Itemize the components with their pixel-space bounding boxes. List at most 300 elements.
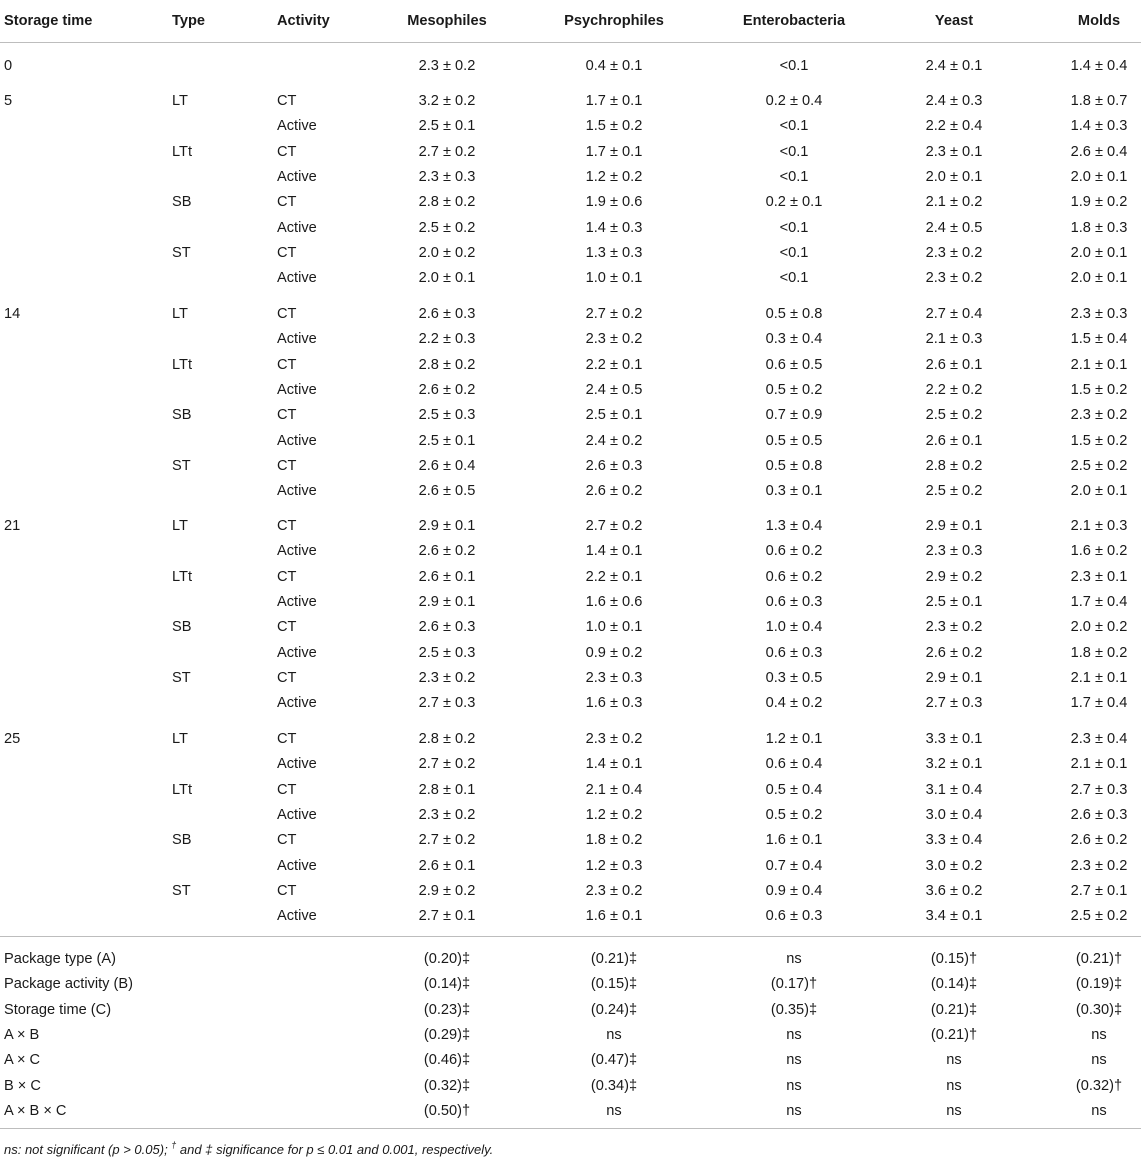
lsd-cell: ns bbox=[946, 1103, 962, 1119]
type-cell: LT bbox=[172, 93, 188, 109]
table-row bbox=[0, 57, 1143, 75]
table-row bbox=[0, 305, 1143, 323]
activity-cell: CT bbox=[277, 93, 297, 109]
activity-cell: Active bbox=[277, 807, 317, 823]
storage-time-cell: 5 bbox=[4, 93, 13, 109]
table-row bbox=[0, 907, 1143, 925]
activity-cell: Active bbox=[277, 483, 317, 499]
table-row bbox=[0, 781, 1143, 799]
value-cell: 2.6 ± 0.5 bbox=[418, 483, 476, 499]
value-cell: 2.7 ± 0.3 bbox=[1070, 782, 1128, 798]
table-row bbox=[0, 244, 1143, 262]
lsd-cell: (0.50)† bbox=[423, 1103, 471, 1119]
lsd-cell: (0.46)‡ bbox=[423, 1052, 471, 1068]
lsd-cell: (0.32)‡ bbox=[423, 1078, 471, 1094]
value-cell: 1.7 ± 0.4 bbox=[1070, 695, 1128, 711]
value-cell: 2.1 ± 0.1 bbox=[1070, 670, 1128, 686]
value-cell: 2.7 ± 0.3 bbox=[925, 695, 983, 711]
lsd-cell: (0.21)‡ bbox=[590, 951, 638, 967]
value-cell: 1.5 ± 0.2 bbox=[585, 118, 643, 134]
value-cell: 1.6 ± 0.1 bbox=[585, 908, 643, 924]
value-cell: 1.6 ± 0.1 bbox=[765, 832, 823, 848]
value-cell: 2.9 ± 0.2 bbox=[418, 883, 476, 899]
activity-cell: CT bbox=[277, 518, 297, 534]
table-row bbox=[0, 730, 1143, 748]
value-cell: 2.6 ± 0.4 bbox=[1070, 144, 1128, 160]
value-cell: 2.5 ± 0.1 bbox=[585, 407, 643, 423]
table-row bbox=[0, 356, 1143, 374]
value-cell: 2.5 ± 0.2 bbox=[1070, 458, 1128, 474]
storage-time-cell: 25 bbox=[4, 731, 21, 747]
activity-cell: Active bbox=[277, 270, 317, 286]
lsd-cell: (0.14)‡ bbox=[423, 976, 471, 992]
value-cell: 2.5 ± 0.3 bbox=[418, 407, 476, 423]
activity-cell: Active bbox=[277, 695, 317, 711]
value-cell: 2.5 ± 0.2 bbox=[925, 407, 983, 423]
value-cell: 1.7 ± 0.4 bbox=[1070, 594, 1128, 610]
activity-cell: Active bbox=[277, 382, 317, 398]
value-cell: 2.5 ± 0.2 bbox=[418, 220, 476, 236]
activity-cell: Active bbox=[277, 858, 317, 874]
value-cell: 2.1 ± 0.3 bbox=[1070, 518, 1128, 534]
value-cell: 2.5 ± 0.1 bbox=[418, 433, 476, 449]
type-cell: LT bbox=[172, 306, 188, 322]
value-cell: 1.0 ± 0.4 bbox=[765, 619, 823, 635]
stats-row bbox=[0, 950, 1143, 968]
value-cell: 1.0 ± 0.1 bbox=[585, 270, 643, 286]
value-cell: 2.5 ± 0.1 bbox=[418, 118, 476, 134]
value-cell: 1.5 ± 0.2 bbox=[1070, 382, 1128, 398]
activity-cell: Active bbox=[277, 220, 317, 236]
activity-cell: CT bbox=[277, 194, 297, 210]
storage-time-cell: 0 bbox=[4, 58, 13, 74]
lsd-cell: (0.23)‡ bbox=[423, 1002, 471, 1018]
activity-cell: Active bbox=[277, 331, 317, 347]
table-row bbox=[0, 92, 1143, 110]
value-cell: 0.5 ± 0.2 bbox=[765, 807, 823, 823]
factor-label: B × C bbox=[4, 1078, 41, 1094]
table-row bbox=[0, 482, 1143, 500]
value-cell: 2.1 ± 0.1 bbox=[1070, 357, 1128, 373]
lsd-cell: (0.19)‡ bbox=[1075, 976, 1123, 992]
table-row bbox=[0, 593, 1143, 611]
value-cell: 2.5 ± 0.3 bbox=[418, 645, 476, 661]
value-cell: 3.3 ± 0.4 bbox=[925, 832, 983, 848]
type-cell: LTt bbox=[172, 569, 193, 585]
value-cell: 2.7 ± 0.2 bbox=[418, 832, 476, 848]
value-cell: 2.3 ± 0.3 bbox=[1070, 306, 1128, 322]
type-cell: SB bbox=[172, 194, 192, 210]
value-cell: 1.7 ± 0.1 bbox=[585, 144, 643, 160]
lsd-cell: (0.17)† bbox=[770, 976, 818, 992]
value-cell: 0.6 ± 0.2 bbox=[765, 569, 823, 585]
value-cell: 2.6 ± 0.1 bbox=[418, 858, 476, 874]
value-cell: 0.6 ± 0.5 bbox=[765, 357, 823, 373]
storage-time-cell: 14 bbox=[4, 306, 21, 322]
stats-row bbox=[0, 1026, 1143, 1044]
value-cell: 2.7 ± 0.1 bbox=[1070, 883, 1128, 899]
lsd-cell: (0.21)† bbox=[930, 1027, 978, 1043]
lsd-cell: (0.35)‡ bbox=[770, 1002, 818, 1018]
value-cell: 1.5 ± 0.2 bbox=[1070, 433, 1128, 449]
value-cell: 0.6 ± 0.2 bbox=[765, 543, 823, 559]
type-cell: ST bbox=[172, 883, 191, 899]
type-cell: SB bbox=[172, 619, 192, 635]
lsd-cell: ns bbox=[946, 1078, 962, 1094]
value-cell: <0.1 bbox=[779, 270, 809, 286]
value-cell: 3.2 ± 0.2 bbox=[418, 93, 476, 109]
value-cell: 3.0 ± 0.4 bbox=[925, 807, 983, 823]
type-cell: ST bbox=[172, 458, 191, 474]
value-cell: 1.4 ± 0.3 bbox=[585, 220, 643, 236]
value-cell: 2.3 ± 0.2 bbox=[585, 883, 643, 899]
value-cell: 2.7 ± 0.2 bbox=[418, 144, 476, 160]
lsd-cell: (0.21)‡ bbox=[930, 1002, 978, 1018]
value-cell: 0.3 ± 0.1 bbox=[765, 483, 823, 499]
value-cell: 3.6 ± 0.2 bbox=[925, 883, 983, 899]
lsd-cell: ns bbox=[786, 1078, 802, 1094]
stats-row bbox=[0, 1077, 1143, 1095]
value-cell: 2.7 ± 0.2 bbox=[585, 306, 643, 322]
value-cell: 1.7 ± 0.1 bbox=[585, 93, 643, 109]
value-cell: 2.8 ± 0.2 bbox=[418, 357, 476, 373]
value-cell: 2.2 ± 0.2 bbox=[925, 382, 983, 398]
activity-cell: CT bbox=[277, 731, 297, 747]
value-cell: 2.6 ± 0.3 bbox=[418, 619, 476, 635]
value-cell: 1.8 ± 0.2 bbox=[1070, 645, 1128, 661]
table-row bbox=[0, 669, 1143, 687]
value-cell: 2.1 ± 0.4 bbox=[585, 782, 643, 798]
value-cell: 2.1 ± 0.1 bbox=[1070, 756, 1128, 772]
value-cell: 1.2 ± 0.1 bbox=[765, 731, 823, 747]
value-cell: 2.3 ± 0.2 bbox=[925, 270, 983, 286]
value-cell: 2.6 ± 0.1 bbox=[925, 357, 983, 373]
stats-rule bbox=[0, 936, 1141, 937]
value-cell: 0.6 ± 0.4 bbox=[765, 756, 823, 772]
footnote-part2: and ‡ significance for p ≤ 0.01 and 0.001, respectively. bbox=[176, 1142, 494, 1157]
table-row bbox=[0, 882, 1143, 900]
value-cell: 2.3 ± 0.4 bbox=[1070, 731, 1128, 747]
stats-row bbox=[0, 1051, 1143, 1069]
activity-cell: CT bbox=[277, 883, 297, 899]
type-cell: LTt bbox=[172, 782, 193, 798]
value-cell: 2.3 ± 0.3 bbox=[585, 670, 643, 686]
value-cell: 0.5 ± 0.8 bbox=[765, 458, 823, 474]
value-cell: 1.2 ± 0.2 bbox=[585, 807, 643, 823]
value-cell: 0.3 ± 0.5 bbox=[765, 670, 823, 686]
value-cell: 2.6 ± 0.3 bbox=[585, 458, 643, 474]
table-row bbox=[0, 117, 1143, 135]
type-cell: SB bbox=[172, 832, 192, 848]
value-cell: 0.2 ± 0.1 bbox=[765, 194, 823, 210]
lsd-cell: ns bbox=[786, 1052, 802, 1068]
factor-label: A × B × C bbox=[4, 1103, 67, 1119]
table-row bbox=[0, 269, 1143, 287]
type-cell: LTt bbox=[172, 357, 193, 373]
factor-label: A × C bbox=[4, 1052, 41, 1068]
value-cell: 0.5 ± 0.4 bbox=[765, 782, 823, 798]
header-rule bbox=[0, 42, 1141, 43]
table-row bbox=[0, 406, 1143, 424]
value-cell: 0.5 ± 0.2 bbox=[765, 382, 823, 398]
activity-cell: CT bbox=[277, 144, 297, 160]
activity-cell: CT bbox=[277, 832, 297, 848]
stats-row bbox=[0, 1102, 1143, 1120]
value-cell: 2.0 ± 0.1 bbox=[925, 169, 983, 185]
value-cell: 2.3 ± 0.2 bbox=[418, 58, 476, 74]
header-yeast: Yeast bbox=[934, 13, 974, 29]
factor-label: Package type (A) bbox=[4, 951, 116, 967]
lsd-cell: ns bbox=[1091, 1027, 1107, 1043]
lsd-cell: ns bbox=[1091, 1052, 1107, 1068]
lsd-cell: ns bbox=[786, 1103, 802, 1119]
value-cell: 2.2 ± 0.4 bbox=[925, 118, 983, 134]
header-storage-time: Storage time bbox=[4, 13, 93, 29]
value-cell: 0.9 ± 0.4 bbox=[765, 883, 823, 899]
value-cell: 1.5 ± 0.4 bbox=[1070, 331, 1128, 347]
lsd-cell: (0.34)‡ bbox=[590, 1078, 638, 1094]
header-activity: Activity bbox=[277, 13, 330, 29]
table-row bbox=[0, 517, 1143, 535]
value-cell: 1.4 ± 0.3 bbox=[1070, 118, 1128, 134]
value-cell: 1.8 ± 0.3 bbox=[1070, 220, 1128, 236]
value-cell: 2.2 ± 0.1 bbox=[585, 569, 643, 585]
table-header bbox=[0, 0, 1143, 42]
value-cell: 2.6 ± 0.3 bbox=[1070, 807, 1128, 823]
value-cell: 2.9 ± 0.1 bbox=[925, 518, 983, 534]
value-cell: 1.8 ± 0.2 bbox=[585, 832, 643, 848]
activity-cell: CT bbox=[277, 619, 297, 635]
table-row bbox=[0, 644, 1143, 662]
table-row bbox=[0, 219, 1143, 237]
activity-cell: Active bbox=[277, 645, 317, 661]
value-cell: 2.9 ± 0.1 bbox=[925, 670, 983, 686]
value-cell: 2.5 ± 0.2 bbox=[925, 483, 983, 499]
lsd-cell: ns bbox=[606, 1027, 622, 1043]
value-cell: 2.6 ± 0.2 bbox=[1070, 832, 1128, 848]
value-cell: 2.7 ± 0.3 bbox=[418, 695, 476, 711]
value-cell: 0.7 ± 0.4 bbox=[765, 858, 823, 874]
header-mesophiles: Mesophiles bbox=[407, 13, 487, 29]
value-cell: 2.0 ± 0.1 bbox=[418, 270, 476, 286]
value-cell: 2.9 ± 0.2 bbox=[925, 569, 983, 585]
value-cell: 2.3 ± 0.3 bbox=[418, 169, 476, 185]
type-cell: LTt bbox=[172, 144, 193, 160]
value-cell: 0.6 ± 0.3 bbox=[765, 645, 823, 661]
table-row bbox=[0, 806, 1143, 824]
value-cell: 1.0 ± 0.1 bbox=[585, 619, 643, 635]
value-cell: 2.4 ± 0.3 bbox=[925, 93, 983, 109]
value-cell: 2.6 ± 0.3 bbox=[418, 306, 476, 322]
value-cell: 2.3 ± 0.1 bbox=[1070, 569, 1128, 585]
activity-cell: CT bbox=[277, 306, 297, 322]
value-cell: 2.0 ± 0.2 bbox=[418, 245, 476, 261]
lsd-cell: ns bbox=[1091, 1103, 1107, 1119]
lsd-cell: ns bbox=[946, 1052, 962, 1068]
value-cell: 1.6 ± 0.6 bbox=[585, 594, 643, 610]
value-cell: 2.3 ± 0.2 bbox=[585, 331, 643, 347]
value-cell: <0.1 bbox=[779, 144, 809, 160]
storage-time-cell: 21 bbox=[4, 518, 21, 534]
lsd-cell: (0.24)‡ bbox=[590, 1002, 638, 1018]
value-cell: 1.9 ± 0.6 bbox=[585, 194, 643, 210]
value-cell: 2.4 ± 0.1 bbox=[925, 58, 983, 74]
lsd-cell: (0.32)† bbox=[1075, 1078, 1123, 1094]
lsd-cell: ns bbox=[786, 951, 802, 967]
header-type: Type bbox=[172, 13, 205, 29]
value-cell: 0.4 ± 0.1 bbox=[585, 58, 643, 74]
lsd-cell: (0.20)‡ bbox=[423, 951, 471, 967]
value-cell: 2.8 ± 0.2 bbox=[925, 458, 983, 474]
table-row bbox=[0, 193, 1143, 211]
value-cell: 1.2 ± 0.2 bbox=[585, 169, 643, 185]
value-cell: 1.4 ± 0.1 bbox=[585, 543, 643, 559]
table-row bbox=[0, 857, 1143, 875]
value-cell: 0.6 ± 0.3 bbox=[765, 594, 823, 610]
activity-cell: Active bbox=[277, 594, 317, 610]
value-cell: 2.6 ± 0.1 bbox=[418, 569, 476, 585]
value-cell: 2.0 ± 0.1 bbox=[1070, 483, 1128, 499]
value-cell: 2.6 ± 0.2 bbox=[418, 543, 476, 559]
value-cell: <0.1 bbox=[779, 118, 809, 134]
table-row bbox=[0, 831, 1143, 849]
activity-cell: CT bbox=[277, 407, 297, 423]
value-cell: 1.3 ± 0.4 bbox=[765, 518, 823, 534]
value-cell: 2.5 ± 0.1 bbox=[925, 594, 983, 610]
activity-cell: Active bbox=[277, 543, 317, 559]
value-cell: 2.3 ± 0.2 bbox=[1070, 858, 1128, 874]
table-row bbox=[0, 618, 1143, 636]
value-cell: 2.0 ± 0.1 bbox=[1070, 270, 1128, 286]
stats-row bbox=[0, 1001, 1143, 1019]
value-cell: 2.8 ± 0.2 bbox=[418, 194, 476, 210]
value-cell: 2.1 ± 0.2 bbox=[925, 194, 983, 210]
value-cell: 2.3 ± 0.2 bbox=[418, 807, 476, 823]
type-cell: ST bbox=[172, 245, 191, 261]
factor-label: Package activity (B) bbox=[4, 976, 133, 992]
value-cell: 2.4 ± 0.5 bbox=[585, 382, 643, 398]
table-row bbox=[0, 432, 1143, 450]
value-cell: 3.0 ± 0.2 bbox=[925, 858, 983, 874]
type-cell: LT bbox=[172, 731, 188, 747]
value-cell: 2.3 ± 0.2 bbox=[585, 731, 643, 747]
value-cell: 2.6 ± 0.2 bbox=[585, 483, 643, 499]
value-cell: 1.6 ± 0.2 bbox=[1070, 543, 1128, 559]
bottom-rule bbox=[0, 1128, 1141, 1129]
value-cell: 2.4 ± 0.2 bbox=[585, 433, 643, 449]
value-cell: 2.3 ± 0.3 bbox=[925, 543, 983, 559]
value-cell: 0.5 ± 0.8 bbox=[765, 306, 823, 322]
header-psychrophiles: Psychrophiles bbox=[564, 13, 664, 29]
activity-cell: Active bbox=[277, 756, 317, 772]
value-cell: 2.3 ± 0.2 bbox=[1070, 407, 1128, 423]
lsd-cell: (0.29)‡ bbox=[423, 1027, 471, 1043]
value-cell: 2.0 ± 0.2 bbox=[1070, 619, 1128, 635]
value-cell: 2.7 ± 0.2 bbox=[418, 756, 476, 772]
activity-cell: CT bbox=[277, 458, 297, 474]
lsd-cell: ns bbox=[786, 1027, 802, 1043]
value-cell: 2.0 ± 0.1 bbox=[1070, 245, 1128, 261]
value-cell: 2.4 ± 0.5 bbox=[925, 220, 983, 236]
table-row bbox=[0, 542, 1143, 560]
value-cell: 0.7 ± 0.9 bbox=[765, 407, 823, 423]
header-enterobacteria: Enterobacteria bbox=[742, 13, 846, 29]
value-cell: <0.1 bbox=[779, 245, 809, 261]
factor-label: Storage time (C) bbox=[4, 1002, 112, 1018]
value-cell: 1.2 ± 0.3 bbox=[585, 858, 643, 874]
table-row bbox=[0, 457, 1143, 475]
value-cell: 0.4 ± 0.2 bbox=[765, 695, 823, 711]
type-cell: ST bbox=[172, 670, 191, 686]
value-cell: <0.1 bbox=[779, 169, 809, 185]
value-cell: 2.6 ± 0.2 bbox=[925, 645, 983, 661]
value-cell: 2.6 ± 0.2 bbox=[418, 382, 476, 398]
activity-cell: CT bbox=[277, 357, 297, 373]
value-cell: 1.3 ± 0.3 bbox=[585, 245, 643, 261]
lsd-cell: (0.15)† bbox=[930, 951, 978, 967]
footnote-dagger: † bbox=[171, 1140, 177, 1150]
activity-cell: Active bbox=[277, 118, 317, 134]
lsd-cell: (0.30)‡ bbox=[1075, 1002, 1123, 1018]
value-cell: 2.8 ± 0.1 bbox=[418, 782, 476, 798]
value-cell: 3.2 ± 0.1 bbox=[925, 756, 983, 772]
value-cell: 2.3 ± 0.2 bbox=[925, 619, 983, 635]
value-cell: 0.6 ± 0.3 bbox=[765, 908, 823, 924]
table-footnote bbox=[4, 1142, 493, 1157]
value-cell: 2.2 ± 0.3 bbox=[418, 331, 476, 347]
type-cell: SB bbox=[172, 407, 192, 423]
value-cell: 2.0 ± 0.1 bbox=[1070, 169, 1128, 185]
value-cell: 2.1 ± 0.3 bbox=[925, 331, 983, 347]
lsd-cell: (0.21)† bbox=[1075, 951, 1123, 967]
table-row bbox=[0, 755, 1143, 773]
value-cell: 2.6 ± 0.4 bbox=[418, 458, 476, 474]
value-cell: 2.7 ± 0.2 bbox=[585, 518, 643, 534]
value-cell: 2.3 ± 0.1 bbox=[925, 144, 983, 160]
factor-label: A × B bbox=[4, 1027, 40, 1043]
lsd-cell: (0.14)‡ bbox=[930, 976, 978, 992]
value-cell: 2.9 ± 0.1 bbox=[418, 518, 476, 534]
lsd-cell: ns bbox=[606, 1103, 622, 1119]
value-cell: 3.4 ± 0.1 bbox=[925, 908, 983, 924]
table-row bbox=[0, 330, 1143, 348]
value-cell: 2.3 ± 0.2 bbox=[418, 670, 476, 686]
activity-cell: CT bbox=[277, 782, 297, 798]
type-cell: LT bbox=[172, 518, 188, 534]
value-cell: 2.5 ± 0.2 bbox=[1070, 908, 1128, 924]
activity-cell: Active bbox=[277, 908, 317, 924]
header-molds: Molds bbox=[1077, 13, 1121, 29]
lsd-cell: (0.15)‡ bbox=[590, 976, 638, 992]
activity-cell: CT bbox=[277, 245, 297, 261]
value-cell: 2.3 ± 0.2 bbox=[925, 245, 983, 261]
value-cell: 2.7 ± 0.1 bbox=[418, 908, 476, 924]
lsd-cell: (0.47)‡ bbox=[590, 1052, 638, 1068]
table-row bbox=[0, 143, 1143, 161]
value-cell: 1.8 ± 0.7 bbox=[1070, 93, 1128, 109]
value-cell: 0.5 ± 0.5 bbox=[765, 433, 823, 449]
activity-cell: Active bbox=[277, 169, 317, 185]
value-cell: <0.1 bbox=[779, 220, 809, 236]
activity-cell: Active bbox=[277, 433, 317, 449]
value-cell: 2.9 ± 0.1 bbox=[418, 594, 476, 610]
table-row bbox=[0, 568, 1143, 586]
value-cell: 0.3 ± 0.4 bbox=[765, 331, 823, 347]
stats-row bbox=[0, 975, 1143, 993]
table-row bbox=[0, 694, 1143, 712]
table-row bbox=[0, 381, 1143, 399]
value-cell: 3.1 ± 0.4 bbox=[925, 782, 983, 798]
